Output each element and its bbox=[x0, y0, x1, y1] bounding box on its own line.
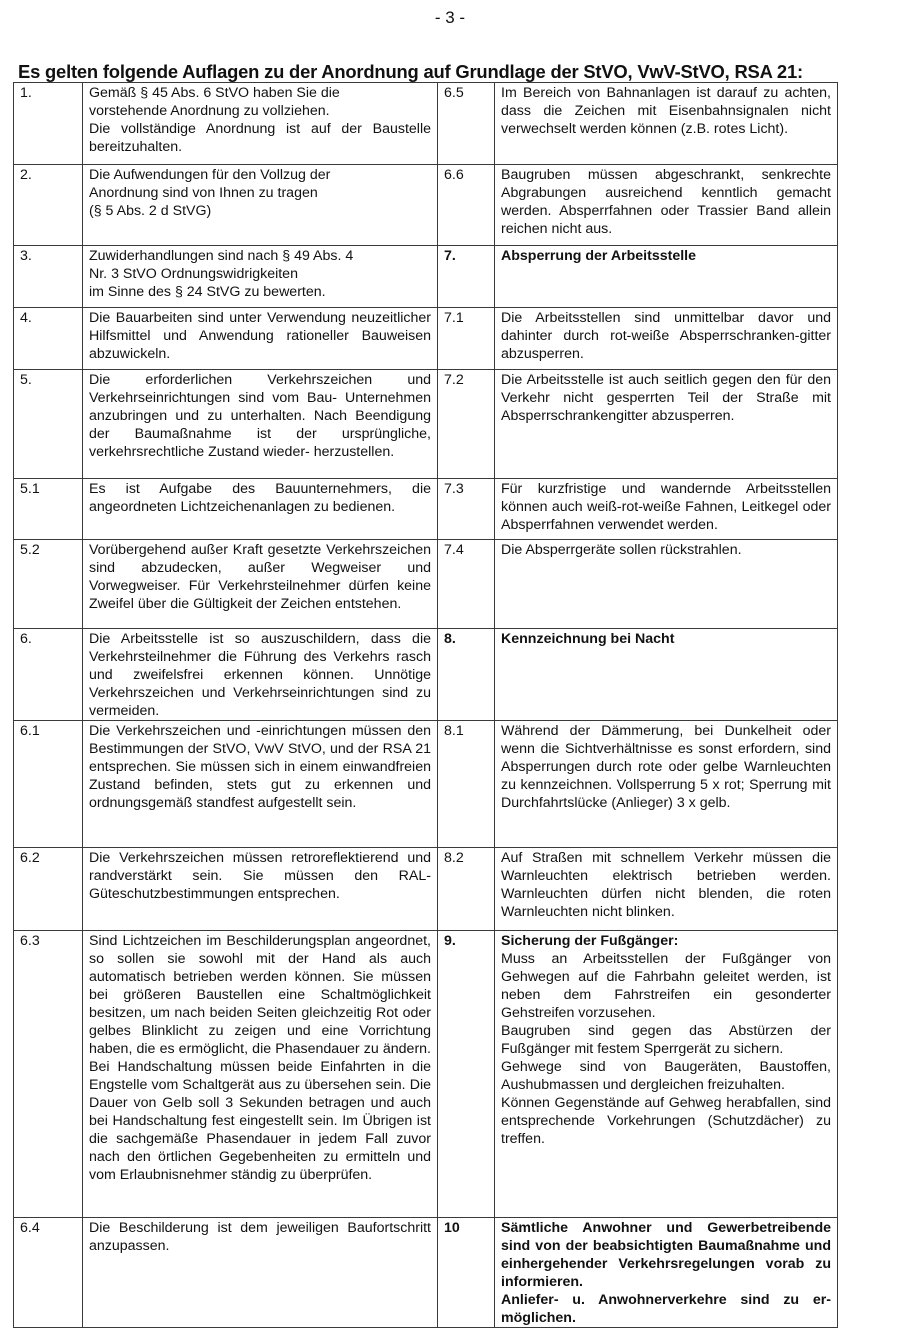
section-content bbox=[495, 1218, 838, 1328]
item-number: 2. bbox=[14, 165, 83, 246]
item-text: Die Beschilderung ist dem jeweiligen Baufortschritt anzupassen. bbox=[83, 1218, 438, 1328]
item-text: Während der Dämmerung, bei Dunkelheit oder wenn die Sichtverhältnisse es sonst erfordern, sind Absperrungen durch rote oder gelbe Warnleuchten zu kennzeichnen. Vollsperrung 5 x rot; Sperrung mit Durchfahrtslücke (Anlieger) 3 x gelb. bbox=[495, 721, 838, 848]
item-number: 7.3 bbox=[438, 479, 495, 540]
table-row bbox=[14, 721, 838, 848]
section-title: Absperrung der Arbeitsstelle bbox=[495, 246, 838, 308]
section-title: Kennzeichnung bei Nacht bbox=[495, 629, 838, 721]
item-text: Die Arbeitsstelle ist so auszuschildern, dass die Verkehrsteilnehmer die Führung des Verkehrs rasch und zweifelsfrei erkennen können. Unnötige Verkehrszeichen und Verkehrseinrichtungen sind zu vermeiden. bbox=[83, 629, 438, 721]
item-number: 4. bbox=[14, 308, 83, 370]
item-number: 3. bbox=[14, 246, 83, 308]
item-text: Die Aufwendungen für den Vollzug der Anordnung sind von Ihnen zu tragen (§ 5 Abs. 2 d StVG) bbox=[83, 165, 438, 246]
paragraph: Gehwege sind von Baugeräten, Baustoffen, Aushubmassen und dergleichen freizuhalten. bbox=[501, 1059, 831, 1093]
table-row bbox=[14, 83, 838, 165]
section-number: 7. bbox=[438, 246, 495, 308]
table-row bbox=[14, 629, 838, 721]
item-number: 6.6 bbox=[438, 165, 495, 246]
paragraph: Muss an Arbeitsstellen der Fußgänger von Gehwegen auf die Fahrbahn geleitet werden, ist neben dem Fahrstreifen ein gesonderter Gehstreifen vorzusehen. bbox=[501, 951, 831, 1021]
table-row bbox=[14, 1218, 838, 1328]
item-number: 6. bbox=[14, 629, 83, 721]
table-row bbox=[14, 165, 838, 246]
section-number: 8. bbox=[438, 629, 495, 721]
item-number: 7.1 bbox=[438, 308, 495, 370]
item-number: 6.5 bbox=[438, 83, 495, 165]
item-text: Vorübergehend außer Kraft gesetzte Verkehrszeichen sind abzudecken, außer Wegweiser und Vorwegweiser. Für Verkehrsteilnehmer dürfen keine Zweifel über die Gültigkeit der Zeichen entstehen. bbox=[83, 540, 438, 629]
table-row bbox=[14, 370, 838, 479]
table-row bbox=[14, 308, 838, 370]
item-text: Es ist Aufgabe des Bauunternehmers, die angeordneten Lichtzeichenanlagen zu bedienen. bbox=[83, 479, 438, 540]
item-text: Zuwiderhandlungen sind nach § 49 Abs. 4 Nr. 3 StVO Ordnungswidrigkeiten im Sinne des § 24 StVG zu bewerten. bbox=[83, 246, 438, 308]
item-text: Sind Lichtzeichen im Beschilderungsplan angeordnet, so sollen sie sowohl mit der Hand als auch automatisch betrieben werden können. Sie müssen bei größeren Baustellen eine Schaltmöglichkeit besitzen, um nach beiden Seiten gleichzeitig Rot oder gelbes Blinklicht zu zeigen und eine Vorrichtung haben, die es ermöglicht, die Phasendauer zu ändern. Bei Handschaltung müssen beide Einfahrten in die Engstelle vom Schaltgerät aus zu übersehen sein. Die Dauer von Gelb soll 3 Sekunden betragen und auch bei Handschaltung fest eingestellt sein. Im Übrigen ist die sachgemäße Phasendauer in jedem Fall zuvor nach den örtlichen Gegebenheiten zu ermitteln und vom Erlaubnisnehmer ständig zu überprüfen. bbox=[83, 931, 438, 1218]
item-number: 8.2 bbox=[438, 848, 495, 931]
item-number: 7.4 bbox=[438, 540, 495, 629]
item-text: Die Arbeitsstellen sind unmittelbar davor und dahinter durch rot-weiße Absperrschranken-gitter abzusperren. bbox=[495, 308, 838, 370]
item-number: 6.4 bbox=[14, 1218, 83, 1328]
table-row bbox=[14, 479, 838, 540]
item-text: Baugruben müssen abgeschrankt, senkrechte Abgrabungen ausreichend kenntlich gemacht werden. Absperrfahnen oder Trassier Band allein reichen nicht aus. bbox=[495, 165, 838, 246]
item-number: 7.2 bbox=[438, 370, 495, 479]
table-row bbox=[14, 246, 838, 308]
section-number: 10 bbox=[438, 1218, 495, 1328]
section-content bbox=[495, 931, 838, 1218]
item-number: 6.3 bbox=[14, 931, 83, 1218]
paragraph: Sämtliche Anwohner und Gewerbetreibende sind von der beabsichtigten Baumaßnahme und einhergehender Verkehrsregelungen vorab zu informieren. bbox=[501, 1220, 831, 1290]
item-text: Gemäß § 45 Abs. 6 StVO haben Sie die vorstehende Anordnung zu vollziehen. Die vollständige Anordnung ist auf der Baustelle bereitzuhalten. bbox=[83, 83, 438, 165]
item-text: Für kurzfristige und wandernde Arbeitsstellen können auch weiß-rot-weiße Fahnen, Leitkegel oder Absperrfahnen verwendet werden. bbox=[495, 479, 838, 540]
section-number: 9. bbox=[438, 931, 495, 1218]
section-title: Sicherung der Fußgänger: bbox=[501, 933, 679, 949]
item-number: 8.1 bbox=[438, 721, 495, 848]
item-text: Die Arbeitsstelle ist auch seitlich gegen den für den Verkehr nicht gesperrten Teil der Straße mit Absperrschrankengitter abzusperren. bbox=[495, 370, 838, 479]
item-text: Auf Straßen mit schnellem Verkehr müssen die Warnleuchten elektrisch betrieben werden. Warnleuchten dürfen nicht blenden, die roten Warnleuchten nicht blinken. bbox=[495, 848, 838, 931]
item-text: Die Verkehrszeichen und -einrichtungen müssen den Bestimmungen der StVO, VwV StVO, und der RSA 21 entsprechen. Sie müssen sich in einem einwandfreien Zustand befinden, stets gut zu erkennen und ordnungsgemäß standfest aufgestellt sein. bbox=[83, 721, 438, 848]
document-heading: Es gelten folgende Auflagen zu der Anordnung auf Grundlage der StVO, VwV-StVO, RSA 21: bbox=[18, 61, 803, 82]
item-text: Die Verkehrszeichen müssen retroreflektierend und randverstärkt sein. Sie müssen den RAL-Güteschutzbestimmungen entsprechen. bbox=[83, 848, 438, 931]
paragraph: Anliefer- u. Anwohnerverkehre sind zu er-möglichen. bbox=[501, 1292, 831, 1326]
item-text: Die erforderlichen Verkehrszeichen und Verkehrseinrichtungen sind vom Bau- Unternehmen anzubringen und zu unterhalten. Nach Beendigung der Baumaßnahme ist der ursprüngliche, verkehrsrechtliche Zustand wieder- herzustellen. bbox=[83, 370, 438, 479]
table-row bbox=[14, 848, 838, 931]
table-row bbox=[14, 540, 838, 629]
item-text: Die Bauarbeiten sind unter Verwendung neuzeitlicher Hilfsmittel und Anwendung rationeller Bauweisen abzuwickeln. bbox=[83, 308, 438, 370]
page-number: - 3 - bbox=[434, 8, 466, 27]
paragraph: Baugruben sind gegen das Abstürzen der Fußgänger mit festem Sperrgerät zu sichern. bbox=[501, 1023, 831, 1057]
item-number: 5. bbox=[14, 370, 83, 479]
item-number: 6.2 bbox=[14, 848, 83, 931]
paragraph: Können Gegenstände auf Gehweg herabfallen, sind entsprechende Vorkehrungen (Schutzdächer) zu treffen. bbox=[501, 1095, 831, 1147]
item-text: Im Bereich von Bahnanlagen ist darauf zu achten, dass die Zeichen mit Eisenbahnsignalen nicht verwechselt werden können (z.B. rotes Licht). bbox=[495, 83, 838, 165]
conditions-table bbox=[13, 82, 838, 1328]
table-row bbox=[14, 931, 838, 1218]
item-number: 5.1 bbox=[14, 479, 83, 540]
item-number: 5.2 bbox=[14, 540, 83, 629]
item-number: 1. bbox=[14, 83, 83, 165]
item-text: Die Absperrgeräte sollen rückstrahlen. bbox=[495, 540, 838, 629]
item-number: 6.1 bbox=[14, 721, 83, 848]
